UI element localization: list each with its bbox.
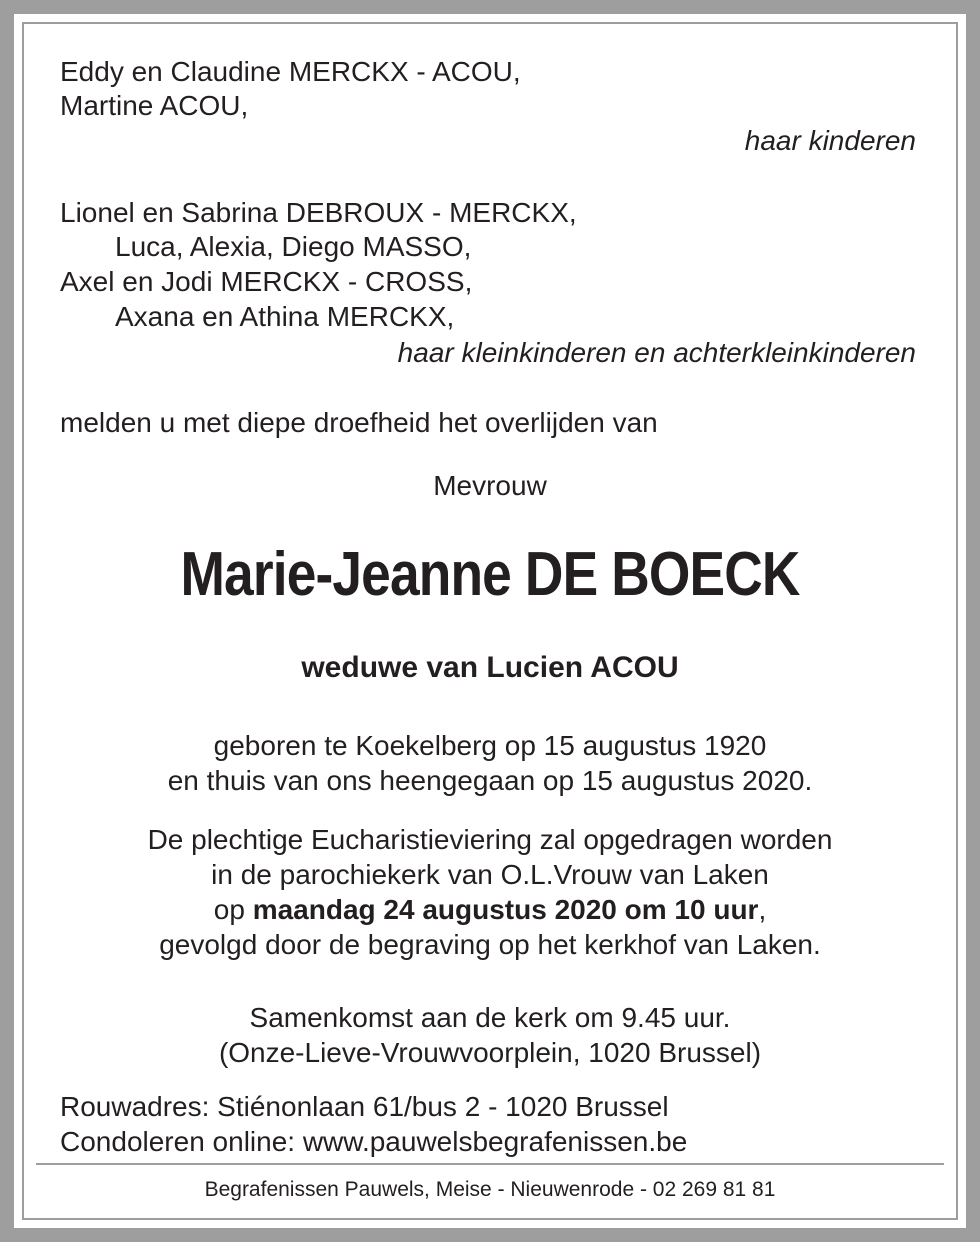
child-line-2: Martine ACOU, bbox=[60, 90, 249, 121]
footer-divider bbox=[36, 1163, 944, 1165]
ceremony-suffix: , bbox=[758, 894, 767, 925]
birth-line: geboren te Koekelberg op 15 augustus 1920 bbox=[213, 730, 767, 761]
ceremony-prefix: op bbox=[213, 894, 253, 925]
children-caption: haar kinderen bbox=[744, 125, 916, 156]
grandchildren-caption: haar kleinkinderen en achterkleinkinderen bbox=[397, 337, 916, 368]
grandchild-line-3: Axel en Jodi MERCKX - CROSS, bbox=[60, 266, 473, 297]
announcement-text: melden u met diepe droefheid het overlijden van bbox=[60, 407, 658, 438]
condolences-online: Condoleren online: www.pauwelsbegrafenissen.be bbox=[60, 1126, 688, 1157]
ceremony-line-4: gevolgd door de begraving op het kerkhof van Laken. bbox=[159, 929, 821, 960]
funeral-home-footer: Begrafenissen Pauwels, Meise - Nieuwenrode - 02 269 81 81 bbox=[204, 1178, 776, 1201]
grandchild-line-4: Axana en Athina MERCKX, bbox=[115, 301, 455, 332]
grandchild-line-2: Luca, Alexia, Diego MASSO, bbox=[115, 231, 472, 262]
honorific: Mevrouw bbox=[433, 470, 547, 501]
widow-of: weduwe van Lucien ACOU bbox=[301, 651, 679, 684]
grandchild-line-1: Lionel en Sabrina DEBROUX - MERCKX, bbox=[60, 197, 577, 228]
ceremony-line-2: in de parochiekerk van O.L.Vrouw van Laken bbox=[211, 859, 769, 890]
gathering-line-1: Samenkomst aan de kerk om 9.45 uur. bbox=[249, 1002, 731, 1033]
death-line: en thuis van ons heengegaan op 15 augustus 2020. bbox=[167, 765, 813, 796]
ceremony-line-1: De plechtige Eucharistieviering zal opgedragen worden bbox=[147, 824, 833, 855]
child-line-1: Eddy en Claudine MERCKX - ACOU, bbox=[60, 56, 521, 87]
deceased-name: Marie-Jeanne DE BOECK bbox=[180, 540, 800, 609]
gathering-line-2: (Onze-Lieve-Vrouwvoorplein, 1020 Brussel) bbox=[218, 1037, 762, 1068]
ceremony-line-3 bbox=[0, 893, 980, 927]
ceremony-date: maandag 24 augustus 2020 om 10 uur bbox=[252, 894, 759, 925]
mourning-address: Rouwadres: Stiénonlaan 61/bus 2 - 1020 Brussel bbox=[60, 1091, 669, 1122]
